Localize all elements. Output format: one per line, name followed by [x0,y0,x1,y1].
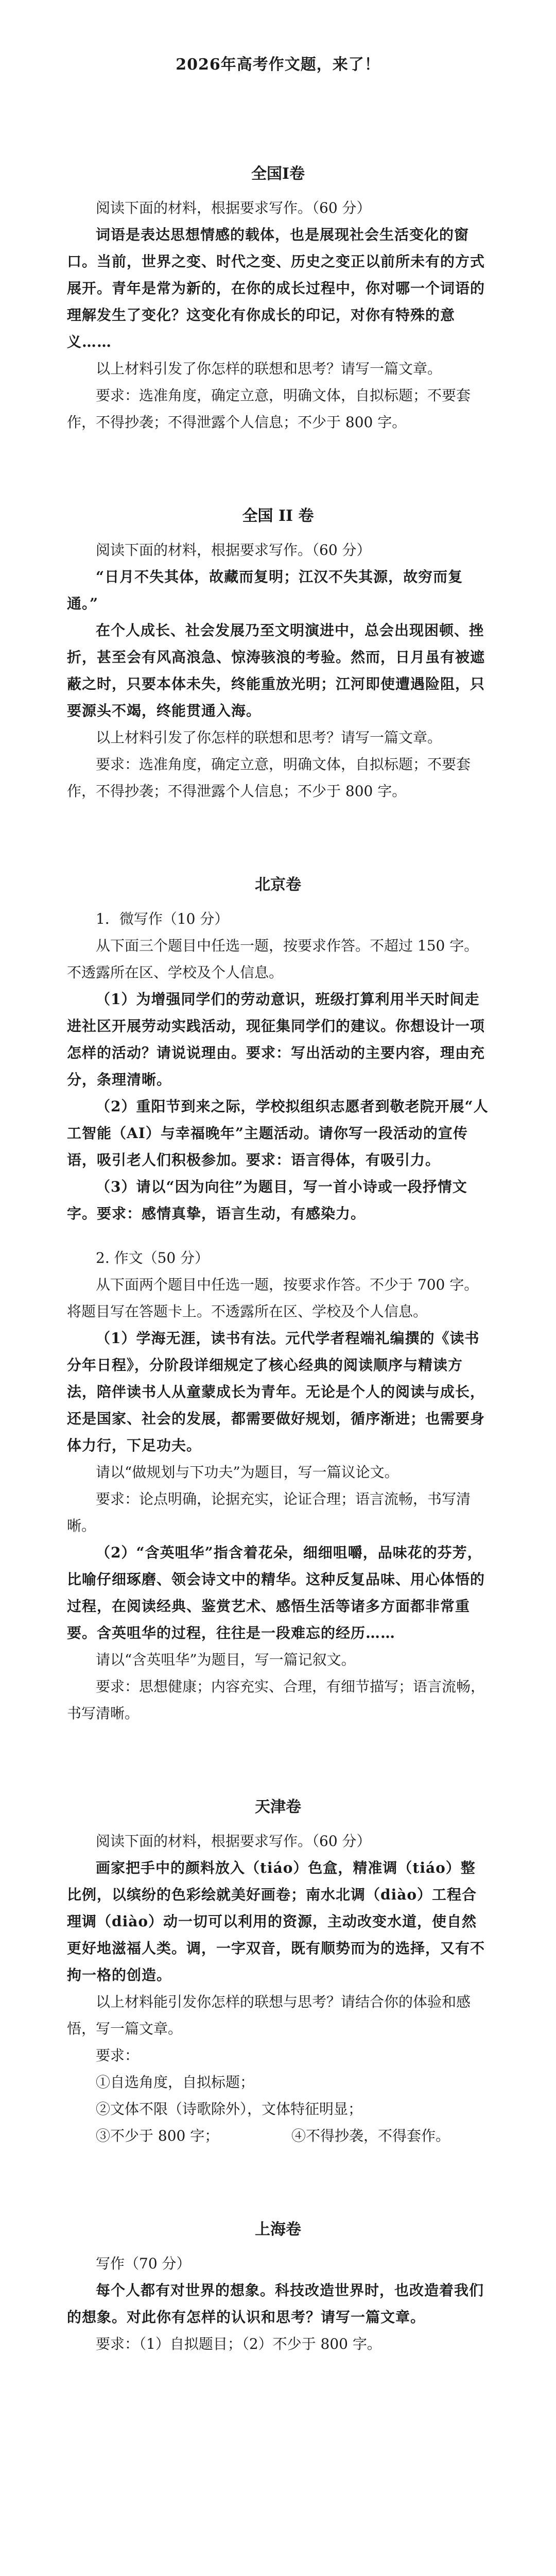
essay-question-2-prompt: 请以“含英咀华”为题目，写一篇记叙文。 [96,1651,356,1668]
instruction: 阅读下面的材料，根据要求写作。（60 分） [96,1833,371,1850]
requirement-4: ④不得抄袭，不得套作。 [291,2127,450,2144]
section-title-beijing: 北京卷 [255,876,301,894]
requirements: 要求：选准角度，确定立意，明确文体，自拟标题；不要套作，不得抄袭；不得泄露个人信息；不少于 800 字。 [67,756,471,800]
requirements: 要求：（1）自拟题目；（2）不少于 800 字。 [96,2335,381,2352]
section-title-quanguo-1: 全国Ⅰ卷 [251,165,305,183]
essay-question-2-requirements: 要求：思想健康；内容充实、合理，有细节描写；语言流畅，书写清晰。 [67,1678,485,1722]
requirements-row-2 [67,2123,489,2149]
requirement-1: ①自选角度，自拟标题； [96,2074,255,2091]
material: 画家把手中的颜料放入（tiáo）色盒，精准调（tiáo）整比例，以缤纷的色彩绘就美好画卷；南水北调（diào）工程合理调（diào）动一切可以利用的资源，主动改变水道，使自然更好地滋福人类。调，一字双音，既有顺势而为的选择，又有不拘一格的创造。 [67,1859,485,1984]
micro-writing-instruction: 从下面三个题目中任选一题，按要求作答。不超过 150 字。不透露所在区、学校及个人信息。 [67,937,479,981]
micro-question-2: （2）重阳节到来之际，学校拟组织志愿者到敬老院开展“人工智能（AI）与幸福晚年”主题活动。请你写一段活动的宣传语，吸引老人们积极参加。要求：语言得体，有吸引力。 [67,1098,489,1168]
requirements-label: 要求： [96,2047,140,2064]
prompt: 以上材料能引发你怎样的联想与思考？请结合你的体验和感悟，写一篇文章。 [67,1993,471,2037]
section-title-shanghai: 上海卷 [255,2221,301,2239]
prompt: 以上材料引发了你怎样的联想和思考？请写一篇文章。 [96,360,442,377]
requirement-3: ③不少于 800 字； [96,2127,219,2144]
essay-heading: 2. 作文（50 分） [96,1249,210,1266]
material: 词语是表达思想情感的载体，也是展现社会生活变化的窗口。当前，世界之变、时代之变、历史之变正以前所未有的方式展开。青年是常为新的，在你的成长过程中，你对哪一个词语的理解发生了变化？这变化有你成长的印记，对你有特殊的意义…… [67,226,485,350]
essay-question-1-prompt: 请以“做规划与下功夫”为题目，写一篇议论文。 [96,1464,399,1481]
requirements: 要求：选准角度，确定立意，明确文体，自拟标题；不要套作，不得抄袭；不得泄露个人信息；不少于 800 字。 [67,387,471,431]
essay-question-1-requirements: 要求：论点明确，论据充实，论证合理；语言流畅，书写清晰。 [67,1490,471,1534]
section-shanghai [67,2216,489,2358]
page-title: 2026年高考作文题，来了！ [176,56,380,74]
requirements-row-1 [67,2042,489,2096]
instruction: 阅读下面的材料，根据要求写作。（60 分） [96,199,371,216]
micro-question-3: （3）请以“因为向往”为题目，写一首小诗或一段抒情文字。要求：感情真挚，语言生动，有感染力。 [67,1178,467,1222]
section-tianjin [67,1794,489,2149]
material: 在个人成长、社会发展乃至文明演进中，总会出现困顿、挫折，甚至会有风高浪急、惊涛骇浪的考验。然而，日月虽有被遮蔽之时，只要本体未失，终能重放光明；江河即使遭遇险阻，只要源头不竭，终能贯通入海。 [67,622,485,719]
micro-question-1: （1）为增强同学们的劳动意识，班级打算利用半天时间走进社区开展劳动实践活动，现征集同学们的建议。你想设计一项怎样的活动？请说说理由。要求：写出活动的主要内容，理由充分，条理清晰。 [67,991,485,1088]
section-title-quanguo-2: 全国 II 卷 [242,507,314,525]
quote: “日月不失其体，故藏而复明；江汉不失其源，故穷而复通。” [67,568,463,612]
section-quanguo-2 [67,503,489,805]
instruction: 阅读下面的材料，根据要求写作。（60 分） [96,541,371,558]
writing-heading: 写作（70 分） [96,2255,191,2272]
micro-writing-heading: 1．微写作（10 分） [96,910,229,927]
requirement-2: ②文体不限（诗歌除外），文体特征明显； [96,2100,363,2117]
section-title-tianjin: 天津卷 [255,1798,301,1816]
essay-question-2: （2）“含英咀华”指含着花朵，细细咀嚼，品味花的芬芳，比喻仔细琢磨、领会诗文中的精华。这种反复品味、用心体悟的过程，在阅读经典、鉴赏艺术、感悟生活等诸多方面都非常重要。含英咀华的过程，往往是一段难忘的经历…… [67,1544,485,1641]
material: 每个人都有对世界的想象。科技改造世界时，也改造着我们的想象。对此你有怎样的认识和思考？请写一篇文章。 [67,2282,484,2326]
essay-question-1: （1）学海无涯，读书有法。元代学者程端礼编撰的《读书分年日程》，分阶段详细规定了核心经典的阅读顺序与精读方法，陪伴读书人从童蒙成长为青年。无论是个人的阅读与成长，还是国家、社会的发展，都需要做好规划，循序渐进；也需要身体力行，下足功夫。 [67,1330,485,1454]
section-quanguo-1 [67,161,489,436]
essay-instruction: 从下面两个题目中任选一题，按要求作答。不少于 700 字。将题目写在答题卡上。不透露所在区、学校及个人信息。 [67,1276,479,1320]
prompt: 以上材料引发了你怎样的联想和思考？请写一篇文章。 [96,729,442,746]
article [67,0,489,2358]
section-beijing [67,872,489,1727]
